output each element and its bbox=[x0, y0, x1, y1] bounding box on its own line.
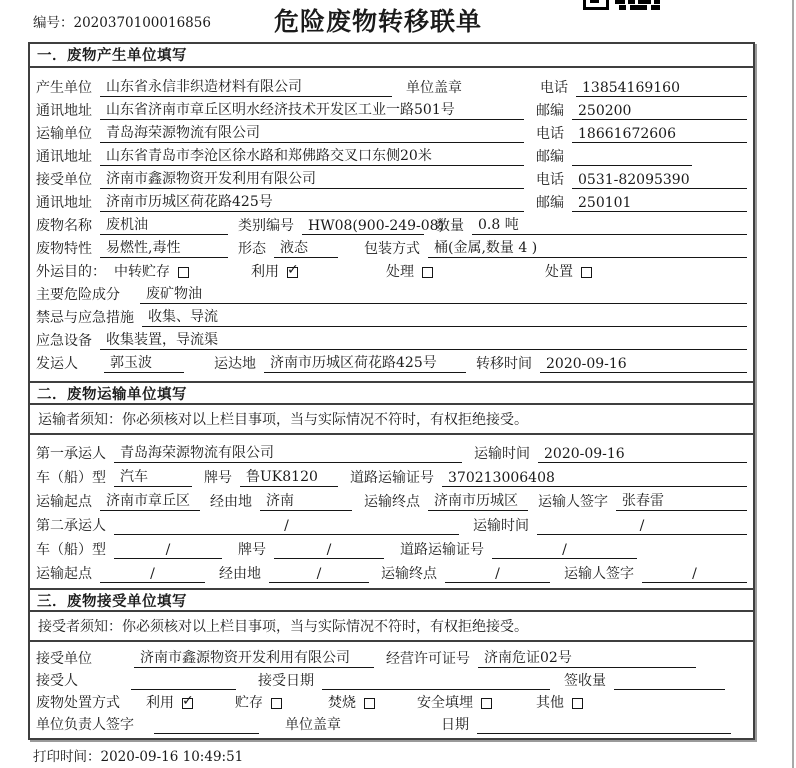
waste-properties-label: 废物特性 bbox=[36, 241, 92, 257]
section-2-body bbox=[30, 435, 753, 588]
emergency-equipment-label: 应急设备 bbox=[36, 333, 92, 349]
transfer-time-label: 转移时间 bbox=[476, 356, 532, 372]
transporter-unit-label: 运输单位 bbox=[36, 126, 92, 142]
treat-checkbox bbox=[422, 267, 433, 278]
row-accepting-unit bbox=[30, 646, 753, 668]
emergency-equipment-value: 收集装置，导流渠 bbox=[100, 329, 747, 350]
phone-label: 电话 bbox=[536, 126, 564, 142]
dispose-checkbox bbox=[581, 267, 592, 278]
row-receiver-unit bbox=[30, 166, 753, 189]
disposal-other-option bbox=[536, 692, 583, 712]
row-receiver-address bbox=[30, 189, 753, 212]
disposal-utilize-checkbox bbox=[182, 698, 193, 709]
route-via-label: 经由地 bbox=[210, 494, 252, 510]
route-via-label: 经由地 bbox=[219, 566, 261, 582]
phone-label: 电话 bbox=[536, 172, 564, 188]
destination-label: 运达地 bbox=[214, 356, 256, 372]
zip-label: 邮编 bbox=[536, 195, 564, 211]
signed-quantity-value bbox=[614, 673, 725, 690]
row-shipper bbox=[30, 350, 753, 373]
disposal-utilize-option bbox=[146, 692, 193, 712]
page-right-edge bbox=[792, 0, 794, 768]
transfer-form bbox=[28, 42, 755, 740]
zip-label: 邮编 bbox=[536, 103, 564, 119]
accept-date-label: 接受日期 bbox=[258, 673, 314, 689]
first-carrier-signature-value: 张春雷 bbox=[616, 490, 747, 511]
form-state-label: 形态 bbox=[238, 241, 266, 257]
receiver-zip-value: 250101 bbox=[572, 195, 747, 212]
form-state-value: 液态 bbox=[274, 237, 338, 258]
route-end-label: 运输终点 bbox=[381, 566, 437, 582]
category-code-label: 类别编号 bbox=[238, 218, 294, 234]
transit-storage-option bbox=[114, 261, 189, 281]
transit-storage-checkbox bbox=[178, 267, 189, 278]
signed-quantity-label: 签收量 bbox=[564, 673, 606, 689]
utilize-checkbox bbox=[287, 267, 298, 278]
option-label: 安全填埋 bbox=[417, 695, 473, 711]
business-permit-label: 经营许可证号 bbox=[386, 651, 470, 667]
option-label: 利用 bbox=[146, 695, 174, 711]
row-second-carrier bbox=[30, 511, 753, 535]
zip-label: 邮编 bbox=[536, 149, 564, 165]
transfer-purpose-label: 外运目的： bbox=[36, 264, 106, 280]
second-carrier-value: / bbox=[114, 518, 459, 535]
transporter-unit-value: 青岛海荣源物流有限公司 bbox=[100, 122, 524, 143]
first-transport-time-value: 2020-09-16 bbox=[538, 446, 747, 463]
first-carrier-value: 青岛海荣源物流有限公司 bbox=[114, 442, 462, 463]
address-label: 通讯地址 bbox=[36, 103, 92, 119]
first-carrier-label: 第一承运人 bbox=[36, 446, 106, 462]
section-3-body bbox=[30, 642, 753, 738]
shipper-label: 发运人 bbox=[36, 356, 78, 372]
row-transporter-unit bbox=[30, 120, 753, 143]
row-hazard-components bbox=[30, 281, 753, 304]
responsible-signature-value bbox=[154, 717, 259, 734]
hazard-components-value: 废矿物油 bbox=[140, 283, 747, 304]
receiver-phone-value: 0531-82095390 bbox=[572, 172, 747, 189]
print-time-value: 2020-09-16 10:49:51 bbox=[100, 749, 244, 765]
receiver-unit-value: 济南市鑫源物资开发利用有限公司 bbox=[100, 168, 524, 189]
receiver-notice: 接受者须知：你必须核对以上栏目事项，当与实际情况不符时，有权拒绝接受。 bbox=[30, 612, 753, 642]
dispose-option bbox=[545, 261, 592, 281]
date-label: 日期 bbox=[441, 717, 469, 733]
disposal-store-option bbox=[235, 692, 282, 712]
disposal-method-label: 废物处置方式 bbox=[36, 695, 120, 711]
first-route-via-value: 济南 bbox=[260, 490, 352, 511]
disposal-landfill-checkbox bbox=[481, 698, 492, 709]
row-emergency-measures bbox=[30, 304, 753, 327]
first-route-end-value: 济南市历城区 bbox=[428, 490, 528, 511]
row-transporter-address bbox=[30, 143, 753, 166]
receiver-address-value: 济南市历城区荷花路425号 bbox=[100, 191, 524, 212]
row-producer-unit bbox=[30, 74, 753, 97]
row-waste-name bbox=[30, 212, 753, 235]
producer-zip-value: 250200 bbox=[572, 103, 747, 120]
accepting-unit-value: 济南市鑫源物资开发利用有限公司 bbox=[134, 647, 374, 668]
business-permit-value: 济南危证02号 bbox=[478, 647, 696, 668]
accept-date-value bbox=[322, 673, 550, 690]
utilize-option bbox=[251, 261, 298, 281]
shipper-name-value: 郭玉波 bbox=[104, 352, 184, 373]
packaging-label: 包装方式 bbox=[364, 241, 420, 257]
disposal-store-checkbox bbox=[271, 698, 282, 709]
section-3-header: 三．废物接受单位填写 bbox=[30, 588, 753, 612]
emergency-measures-label: 禁忌与应急措施 bbox=[36, 310, 134, 326]
row-second-vehicle bbox=[30, 535, 753, 559]
disposal-incinerate-checkbox bbox=[364, 698, 375, 709]
section-1-body bbox=[30, 68, 753, 381]
option-label: 焚烧 bbox=[328, 695, 356, 711]
category-code-value: HW08(900-249-08) bbox=[302, 218, 424, 235]
unit-seal-label: 单位盖章 bbox=[285, 717, 341, 733]
unit-seal-label: 单位盖章 bbox=[406, 80, 462, 96]
second-transport-time-value: / bbox=[537, 518, 747, 535]
doc-number-value: 2020370100016856 bbox=[73, 15, 211, 31]
transporter-notice: 运输者须知：你必须核对以上栏目事项，当与实际情况不符时，有权拒绝接受。 bbox=[30, 405, 753, 435]
section-2-header: 二．废物运输单位填写 bbox=[30, 381, 753, 405]
transport-time-label: 运输时间 bbox=[474, 446, 530, 462]
emergency-measures-value: 收集、导流 bbox=[142, 306, 747, 327]
packaging-value: 桶(金属,数量 4 ) bbox=[428, 237, 747, 258]
disposal-other-checkbox bbox=[572, 698, 583, 709]
row-emergency-equipment bbox=[30, 327, 753, 350]
second-vehicle-type-value: / bbox=[114, 542, 222, 559]
row-waste-properties bbox=[30, 235, 753, 258]
transporter-zip-value bbox=[572, 149, 692, 166]
address-label: 通讯地址 bbox=[36, 149, 92, 165]
waste-name-value: 废机油 bbox=[100, 214, 228, 235]
first-road-permit-value: 370213006408 bbox=[442, 470, 747, 487]
first-vehicle-type-value: 汽车 bbox=[114, 466, 192, 487]
qr-code-fragment-icon bbox=[583, 0, 663, 10]
vehicle-type-label: 车（船）型 bbox=[36, 470, 106, 486]
row-transfer-purpose bbox=[30, 258, 753, 281]
row-first-carrier bbox=[30, 439, 753, 463]
second-carrier-signature-value: / bbox=[642, 566, 747, 583]
responsible-signature-label: 单位负责人签字 bbox=[36, 717, 134, 733]
phone-label: 电话 bbox=[540, 80, 568, 96]
carrier-signature-label: 运输人签字 bbox=[538, 494, 608, 510]
accepting-unit-label: 接受单位 bbox=[36, 651, 92, 667]
producer-phone-value: 13854169160 bbox=[576, 80, 747, 97]
transporter-address-value: 山东省青岛市李沧区徐水路和郑佛路交叉口东侧20米 bbox=[100, 145, 524, 166]
route-start-label: 运输起点 bbox=[36, 566, 92, 582]
option-label: 中转贮存 bbox=[114, 264, 170, 280]
quantity-value: 0.8 吨 bbox=[472, 214, 747, 235]
waste-properties-value: 易燃性,毒性 bbox=[100, 237, 228, 258]
acceptor-name-value bbox=[131, 673, 236, 690]
option-label: 贮存 bbox=[235, 695, 263, 711]
first-route-start-value: 济南市章丘区 bbox=[100, 490, 200, 511]
vehicle-type-label: 车（船）型 bbox=[36, 542, 106, 558]
producer-address-value: 山东省济南市章丘区明水经济技术开发区工业一路501号 bbox=[100, 99, 524, 120]
producer-unit-label: 产生单位 bbox=[36, 80, 92, 96]
second-route-via-value: / bbox=[269, 566, 369, 583]
plate-number-label: 牌号 bbox=[204, 470, 232, 486]
second-plate-number-value: / bbox=[274, 542, 384, 559]
print-time-label: 打印时间： bbox=[33, 749, 101, 765]
row-responsible-signature bbox=[30, 712, 753, 734]
waste-name-label: 废物名称 bbox=[36, 218, 92, 234]
disposal-landfill-option bbox=[417, 692, 492, 712]
row-disposal-method bbox=[30, 690, 753, 712]
producer-unit-value: 山东省永信非织造材料有限公司 bbox=[100, 76, 392, 97]
document-header bbox=[0, 0, 796, 42]
route-start-label: 运输起点 bbox=[36, 494, 92, 510]
hazard-components-label: 主要危险成分 bbox=[36, 287, 120, 303]
road-permit-label: 道路运输证号 bbox=[350, 470, 434, 486]
carrier-signature-label: 运输人签字 bbox=[564, 566, 634, 582]
receiver-unit-label: 接受单位 bbox=[36, 172, 92, 188]
doc-number-label: 编号： bbox=[33, 15, 74, 31]
transfer-time-value: 2020-09-16 bbox=[540, 356, 747, 373]
acceptor-label: 接受人 bbox=[36, 673, 78, 689]
option-label: 利用 bbox=[251, 264, 279, 280]
row-acceptor bbox=[30, 668, 753, 690]
second-carrier-label: 第二承运人 bbox=[36, 518, 106, 534]
option-label: 处置 bbox=[545, 264, 573, 280]
date-value bbox=[477, 717, 731, 734]
row-first-route bbox=[30, 487, 753, 511]
road-permit-label: 道路运输证号 bbox=[400, 542, 484, 558]
section-1-header: 一．废物产生单位填写 bbox=[30, 44, 753, 68]
first-plate-number-value: 鲁UK8120 bbox=[240, 466, 338, 487]
quantity-label: 数量 bbox=[436, 218, 464, 234]
destination-value: 济南市历城区荷花路425号 bbox=[264, 352, 466, 373]
transporter-phone-value: 18661672606 bbox=[572, 126, 747, 143]
row-producer-address bbox=[30, 97, 753, 120]
second-route-start-value: / bbox=[100, 566, 205, 583]
transport-time-label: 运输时间 bbox=[473, 518, 529, 534]
print-time bbox=[33, 745, 796, 765]
page-title: 危险废物转移联单 bbox=[273, 7, 482, 36]
row-first-vehicle bbox=[30, 463, 753, 487]
address-label: 通讯地址 bbox=[36, 195, 92, 211]
row-second-route bbox=[30, 559, 753, 583]
treat-option bbox=[386, 261, 433, 281]
route-end-label: 运输终点 bbox=[364, 494, 420, 510]
second-road-permit-value: / bbox=[492, 542, 637, 559]
option-label: 处理 bbox=[386, 264, 414, 280]
second-route-end-value: / bbox=[445, 566, 550, 583]
option-label: 其他 bbox=[536, 695, 564, 711]
plate-number-label: 牌号 bbox=[238, 542, 266, 558]
disposal-incinerate-option bbox=[328, 692, 375, 712]
